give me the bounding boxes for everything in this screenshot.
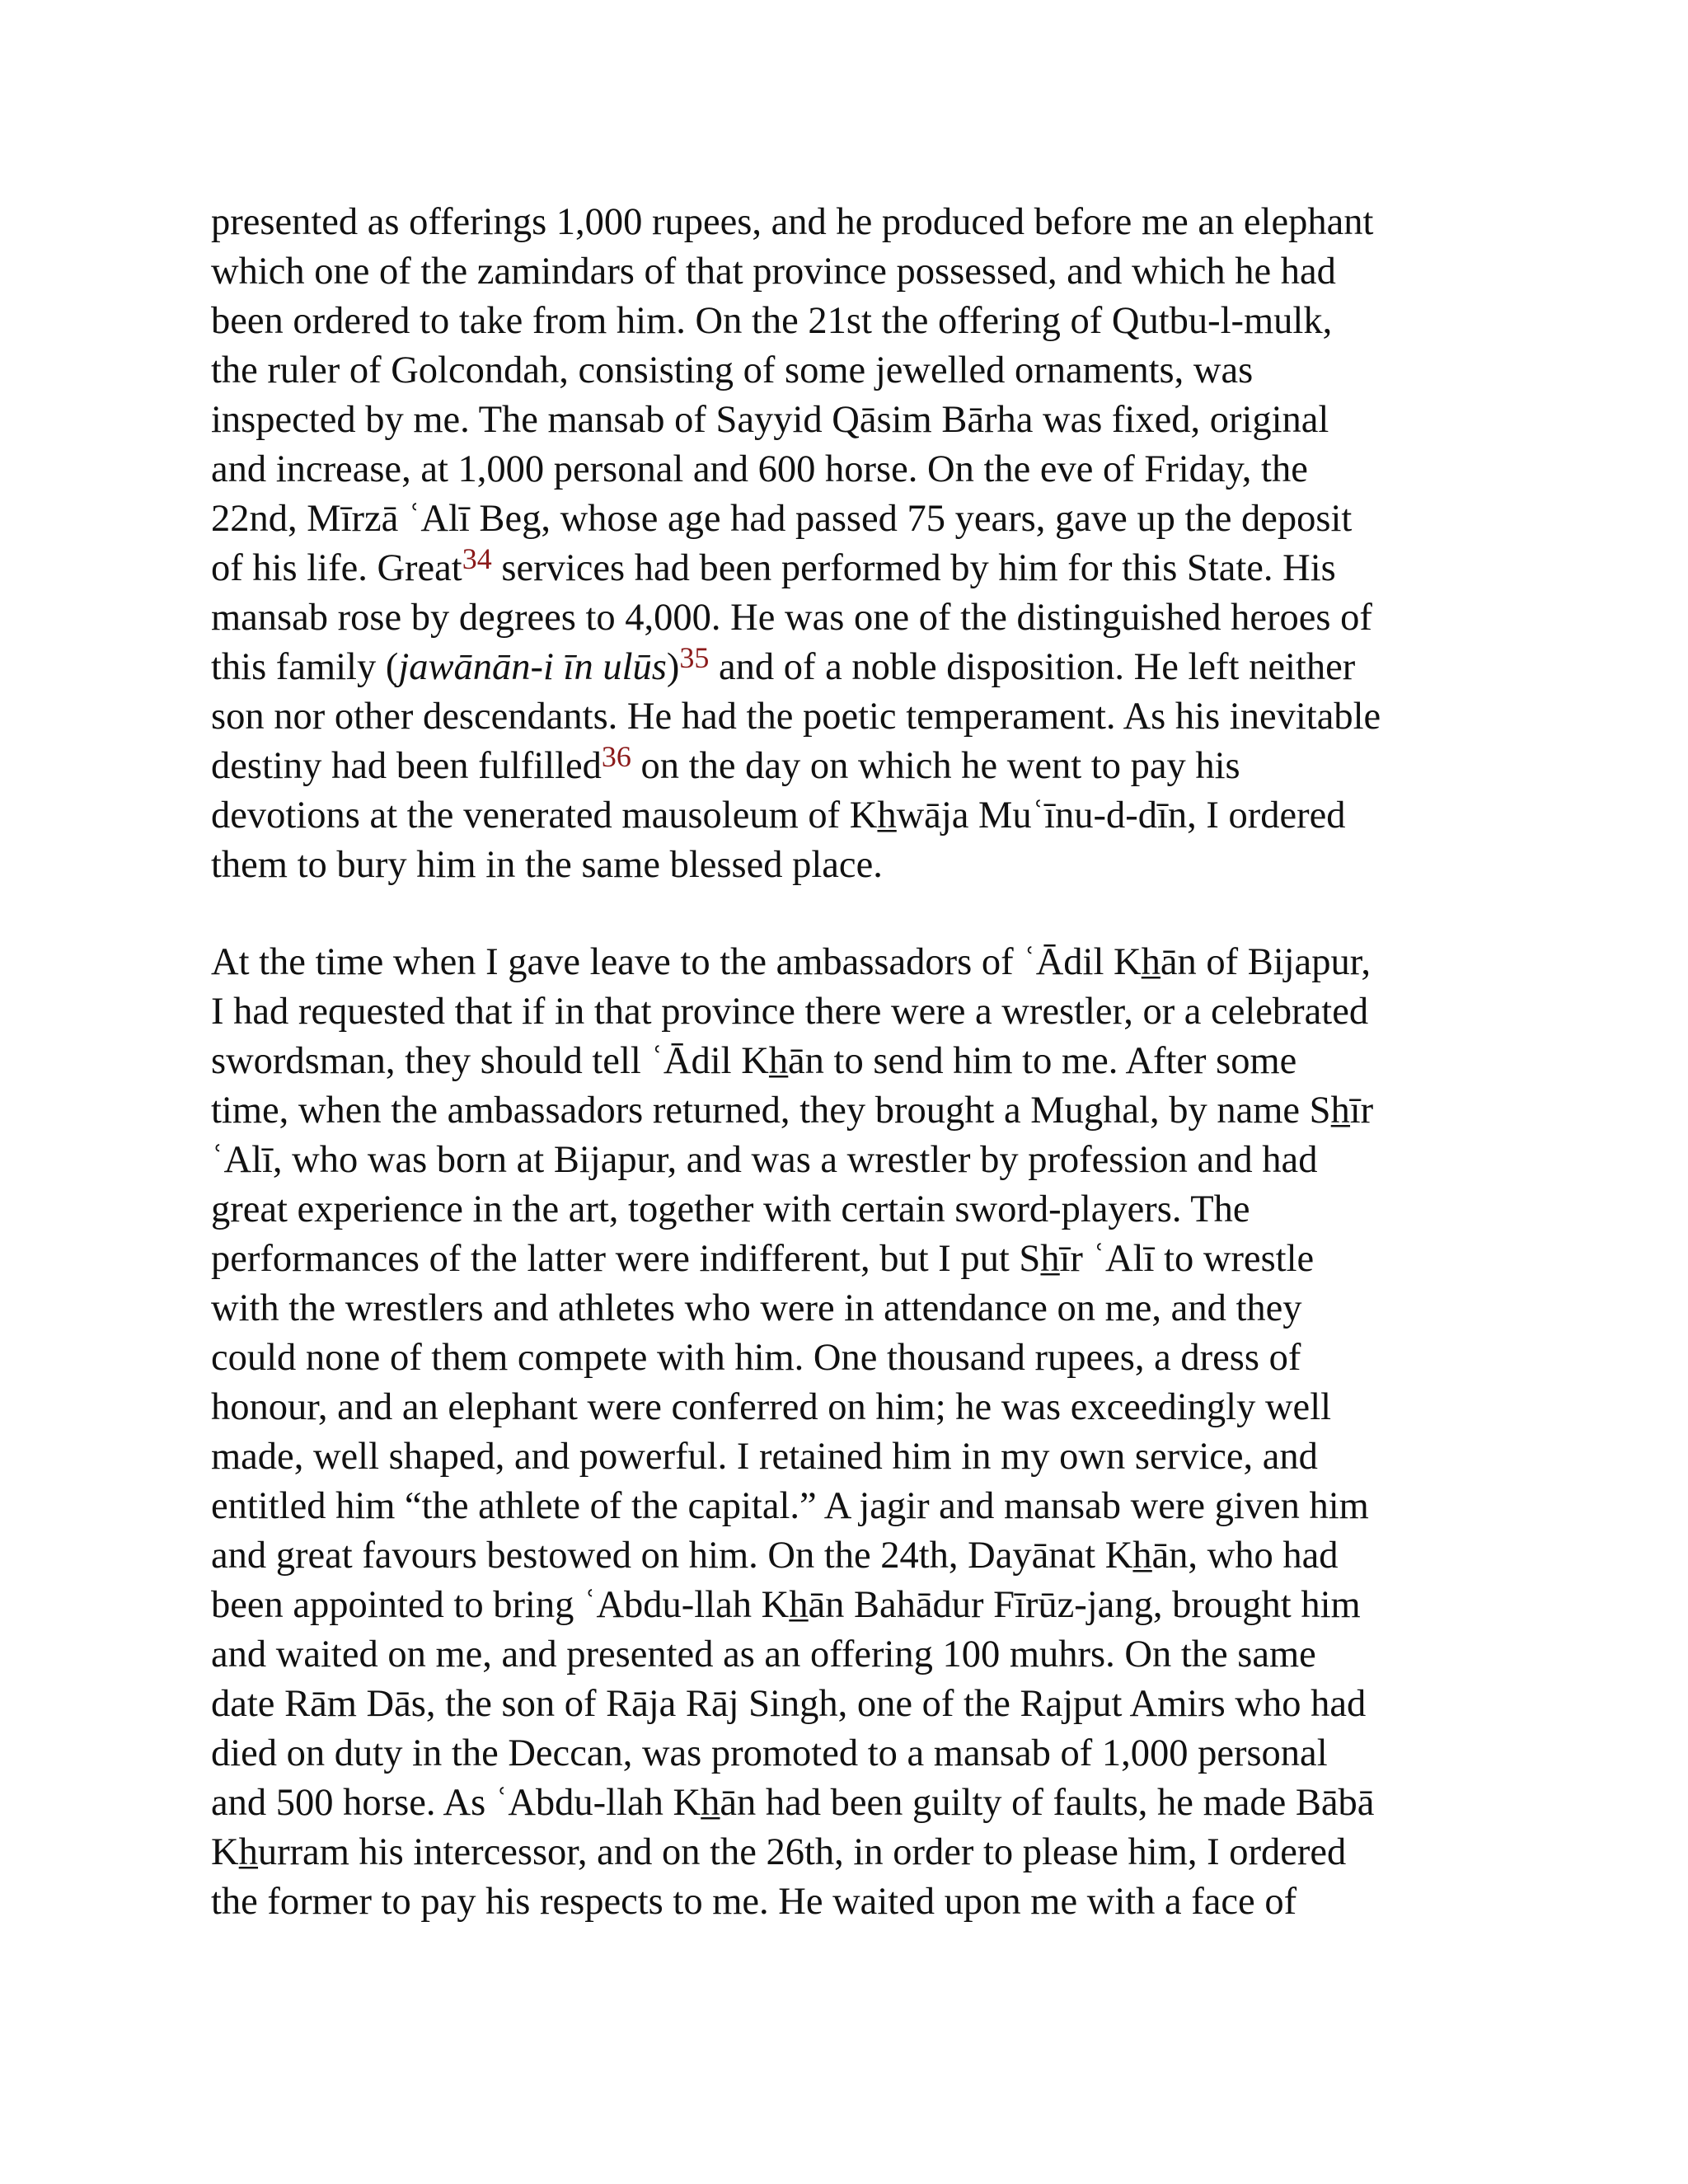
text-run: ) xyxy=(666,646,680,688)
text-line xyxy=(211,1531,1480,1581)
text-run: performances of the latter were indifferent, but I put Sh̲īr ʿAlī to wrestle xyxy=(211,1238,1315,1280)
paragraph-1 xyxy=(211,198,1480,890)
text-line xyxy=(211,1383,1480,1432)
text-run: and of a noble disposition. He left neither xyxy=(709,646,1356,688)
text-line xyxy=(211,1432,1480,1482)
text-line xyxy=(211,742,1480,791)
text-run: with the wrestlers and athletes who were in attendance on me, and they xyxy=(211,1287,1302,1329)
text-run: could none of them compete with him. One thousand rupees, a dress of xyxy=(211,1337,1301,1379)
text-run: on the day on which he went to pay his xyxy=(631,745,1240,787)
text-run: son nor other descendants. He had the poetic temperament. As his inevitable xyxy=(211,696,1381,738)
text-run: this family ( xyxy=(211,646,399,688)
text-run: died on duty in the Deccan, was promoted to a mansab of 1,000 personal xyxy=(211,1732,1328,1774)
text-run: devotions at the venerated mausoleum of Kh̲wāja Muʿīnu-d-dīn, I ordered xyxy=(211,794,1346,837)
text-line xyxy=(211,297,1480,346)
italic-phrase: jawānān-i īn ulūs xyxy=(398,646,667,688)
text-line xyxy=(211,1828,1480,1877)
text-run: been ordered to take from him. On the 21st the offering of Qutbu-l-mulk, xyxy=(211,300,1333,342)
text-line xyxy=(211,445,1480,494)
text-line xyxy=(211,1877,1480,1927)
text-run: of his life. Great xyxy=(211,547,462,589)
text-line xyxy=(211,1333,1480,1383)
footnote-ref[interactable]: 36 xyxy=(601,740,631,773)
footnote-ref[interactable]: 35 xyxy=(679,641,710,674)
text-line xyxy=(211,791,1480,841)
text-line xyxy=(211,1235,1480,1284)
text-run: I had requested that if in that province there were a wrestler, or a celebrated xyxy=(211,991,1369,1033)
text-line xyxy=(211,544,1480,593)
text-run: inspected by me. The mansab of Sayyid Qāsim Bārha was fixed, original xyxy=(211,399,1329,441)
text-run: services had been performed by him for this State. His xyxy=(491,547,1336,589)
text-line xyxy=(211,593,1480,643)
text-run: made, well shaped, and powerful. I retained him in my own service, and xyxy=(211,1436,1318,1478)
text-line xyxy=(211,247,1480,297)
text-run: and great favours bestowed on him. On the 24th, Dayānat Kh̲ān, who had xyxy=(211,1535,1339,1577)
text-line xyxy=(211,1037,1480,1086)
text-run: At the time when I gave leave to the ambassadors of ʿĀdil Kh̲ān of Bijapur, xyxy=(211,941,1371,983)
text-run: the ruler of Golcondah, consisting of some jewelled ornaments, was xyxy=(211,349,1254,391)
text-line xyxy=(211,1729,1480,1779)
text-run: 22nd, Mīrzā ʿAlī Beg, whose age had passed 75 years, gave up the deposit xyxy=(211,498,1353,540)
text-run: swordsman, they should tell ʿĀdil Kh̲ān to send him to me. After some xyxy=(211,1040,1297,1082)
text-line xyxy=(211,1482,1480,1531)
text-line xyxy=(211,1086,1480,1136)
text-run: and increase, at 1,000 personal and 600 horse. On the eve of Friday, the xyxy=(211,448,1308,490)
text-line xyxy=(211,841,1480,890)
text-run: Kh̲urram his intercessor, and on the 26th, in order to please him, I ordered xyxy=(211,1831,1347,1873)
text-line xyxy=(211,643,1480,692)
paragraph-2 xyxy=(211,938,1480,1927)
text-run: great experience in the art, together with certain sword-players. The xyxy=(211,1188,1250,1230)
text-line xyxy=(211,1779,1480,1828)
text-run: date Rām Dās, the son of Rāja Rāj Singh, one of the Rajput Amirs who had xyxy=(211,1683,1367,1725)
text-run: destiny had been fulfilled xyxy=(211,745,602,787)
text-line xyxy=(211,1185,1480,1235)
text-line xyxy=(211,938,1480,987)
text-line xyxy=(211,1630,1480,1680)
text-line xyxy=(211,987,1480,1037)
text-line xyxy=(211,494,1480,544)
text-line xyxy=(211,1680,1480,1729)
text-run: honour, and an elephant were conferred on him; he was exceedingly well xyxy=(211,1386,1332,1428)
text-run: the former to pay his respects to me. He waited upon me with a face of xyxy=(211,1881,1297,1923)
text-line xyxy=(211,1581,1480,1630)
text-run: entitled him “the athlete of the capital.” A jagir and mansab were given him xyxy=(211,1485,1369,1527)
text-run: and 500 horse. As ʿAbdu-llah Kh̲ān had been guilty of faults, he made Bābā xyxy=(211,1782,1375,1824)
text-line xyxy=(211,1136,1480,1185)
text-line xyxy=(211,198,1480,247)
text-run: presented as offerings 1,000 rupees, and he produced before me an elephant xyxy=(211,201,1374,243)
text-line xyxy=(211,346,1480,396)
text-line xyxy=(211,692,1480,742)
text-run: been appointed to bring ʿAbdu-llah Kh̲ān Bahādur Fīrūz-jang, brought him xyxy=(211,1584,1361,1626)
text-run: which one of the zamindars of that province possessed, and which he had xyxy=(211,251,1336,293)
footnote-ref[interactable]: 34 xyxy=(462,542,492,575)
text-run: mansab rose by degrees to 4,000. He was one of the distinguished heroes of xyxy=(211,597,1372,639)
text-run: ʿAlī, who was born at Bijapur, and was a wrestler by profession and had xyxy=(211,1139,1318,1181)
text-run: time, when the ambassadors returned, they brought a Mughal, by name Sh̲īr xyxy=(211,1090,1374,1132)
text-line xyxy=(211,1284,1480,1333)
text-run: them to bury him in the same blessed place. xyxy=(211,844,883,886)
text-run: and waited on me, and presented as an offering 100 muhrs. On the same xyxy=(211,1633,1316,1675)
text-line xyxy=(211,396,1480,445)
